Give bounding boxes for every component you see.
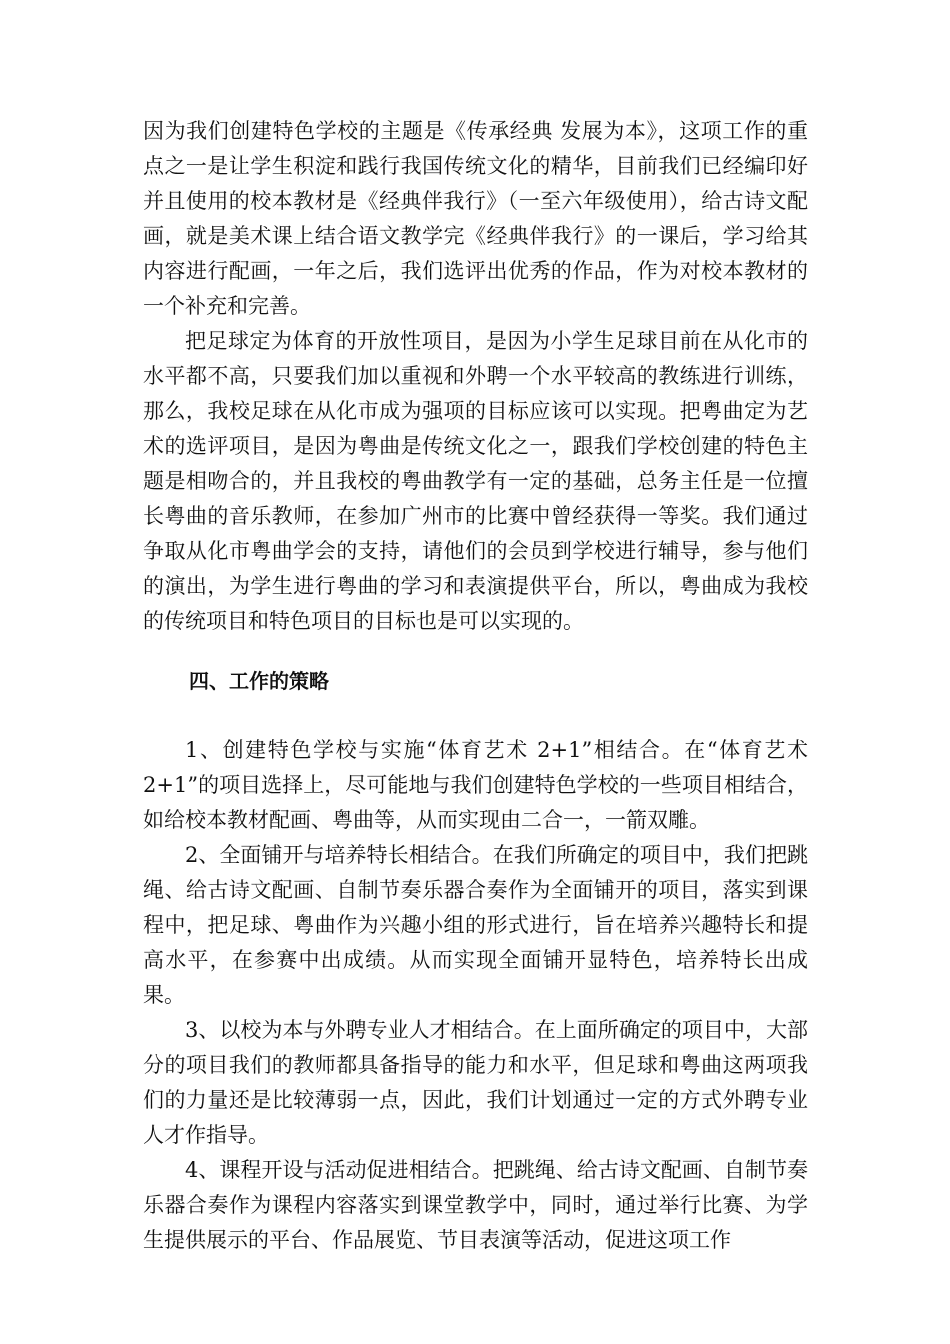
paragraph-football-opera: 把足球定为体育的开放性项目，是因为小学生足球目前在从化市的水平都不高，只要我们加以重视和外聘一个水平较高的教练进行训练，那么，我校足球在从化市成为强项的目标应该可以实现。把粤曲定为艺术的选评项目，是因为粤曲是传统文化之一，跟我们学校创建的特色主题是相吻合的，并且我校的粤曲教学有一定的基础，总务主任是一位擅长粤曲的音乐教师，在参加广州市的比赛中曾经获得一等奖。我们通过争取从化市粤曲学会的支持，请他们的会员到学校进行辅导，参与他们的演出，为学生进行粤曲的学习和表演提供平台，所以，粤曲成为我校的传统项目和特色项目的目标也是可以实现的。 — [143, 329, 808, 633]
paragraph-theme-intro: 因为我们创建特色学校的主题是《传承经典 发展为本》，这项工作的重点之一是让学生积淀和践行我国传统文化的精华，目前我们已经编印好并且使用的校本教材是《经典伴我行》（一至六年级使用），给古诗文配画，就是美术课上结合语文教学完《经典伴我行》的一课后，学习给其内容进行配画，一年之后，我们选评出优秀的作品，作为对校本教材的一个补充和完善。 — [143, 119, 808, 318]
document-body — [143, 114, 808, 1258]
strategy-item-4: 4、课程开设与活动促进相结合。把跳绳、给古诗文配画、自制节奏乐器合奏作为课程内容落实到课堂教学中，同时，通过举行比赛、为学生提供展示的平台、作品展览、节目表演等活动，促进这项工作 — [143, 1158, 808, 1252]
strategy-item-3: 3、以校为本与外聘专业人才相结合。在上面所确定的项目中，大部分的项目我们的教师都具备指导的能力和水平，但足球和粤曲这两项我们的力量还是比较薄弱一点，因此，我们计划通过一定的方式外聘专业人才作指导。 — [143, 1018, 808, 1147]
section-heading: 四、工作的策略 — [189, 669, 329, 693]
strategy-item-1: 1、创建特色学校与实施“体育艺术 2+1”相结合。在“体育艺术 2+1”的项目选择上，尽可能地与我们创建特色学校的一些项目相结合，如给校本教材配画、粤曲等，从而实现由二合一，一箭双雕。 — [143, 738, 808, 832]
strategy-item-2: 2、全面铺开与培养特长相结合。在我们所确定的项目中，我们把跳绳、给古诗文配画、自制节奏乐器合奏作为全面铺开的项目，落实到课程中，把足球、粤曲作为兴趣小组的形式进行，旨在培养兴趣特长和提高水平，在参赛中出成绩。从而实现全面铺开显特色，培养特长出成果。 — [143, 843, 808, 1007]
